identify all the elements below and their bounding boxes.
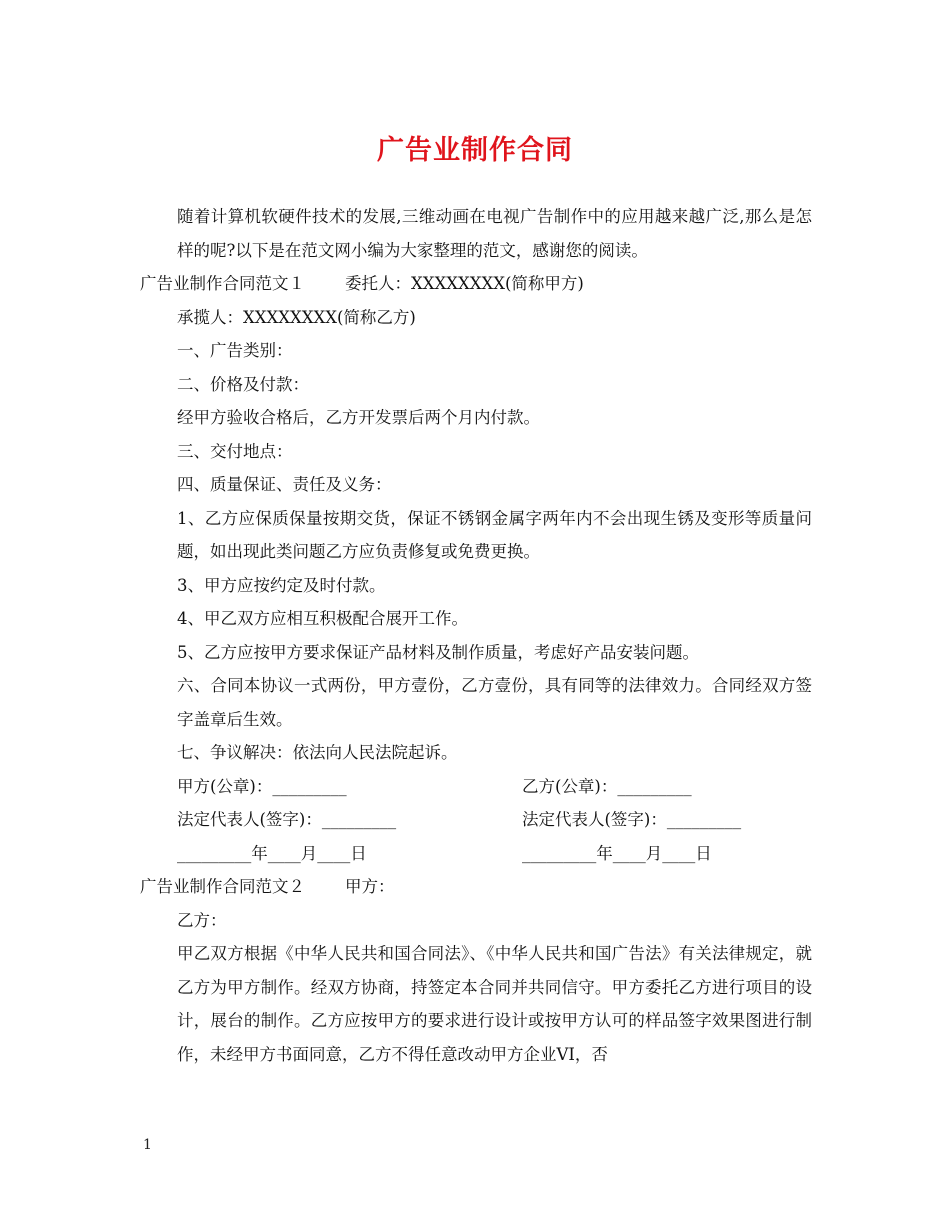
party-a-seal: 甲方(公章)：_________ [177,776,347,796]
party-b-date: _________年____月____日 [522,843,712,863]
item-ad-category: 一、广告类别： [177,341,293,360]
party-a-date: _________年____月____日 [177,843,367,863]
contractor-line: 承揽人：XXXXXXXX(简称乙方) [177,307,416,327]
clause-4: 4、甲乙双方应相互积极配合展开工作。 [177,609,468,628]
principal-line: 委托人：XXXXXXXX(简称甲方) [345,274,584,293]
clause-3: 3、甲方应按约定及时付款。 [177,575,386,595]
sample1-heading-line [140,267,812,301]
clause-5: 5、乙方应按甲方要求保证产品材料及制作质量，考虑好产品安装问题。 [177,642,699,662]
payment-terms: 经甲方验收合格后，乙方开发票后两个月内付款。 [177,408,540,427]
sample2-body: 甲乙双方根据《中华人民共和国合同法》、《中华人民共和国广告法》有关法律规定，就乙方为甲方制作。经双方协商，持签定本合同并共同信守。甲方委托乙方进行项目的设计，展台的制作。乙方应按甲方的要求进行设计或按甲方认可的样品签字效果图进行制作，未经甲方书面同意，乙方不得任意改动甲方企业VI，否 [177,944,812,1064]
page-title: 广告业制作合同 [377,135,573,166]
item-validity: 六、合同本协议一式两份，甲方壹份，乙方壹份，具有同等的法律效力。合同经双方签字盖章后生效。 [177,676,812,729]
intro-paragraph: 随着计算机软硬件技术的发展,三维动画在电视广告制作中的应用越来越广泛,那么是怎样的呢?以下是在范文网小编为大家整理的范文，感谢您的阅读。 [177,207,812,260]
signature-seal-row [140,770,812,804]
item-price-payment: 二、价格及付款： [177,374,309,394]
signature-date-row [140,837,812,871]
sample2-heading: 广告业制作合同范文２ [140,877,305,896]
item-delivery-place: 三、交付地点： [177,441,293,461]
party-b-seal: 乙方(公章)：_________ [522,776,692,796]
clause-1: 1、乙方应保质保量按期交货，保证不锈钢金属字两年内不会出现生锈及变形等质量问题，如出现此类问题乙方应负责修复或免费更换。 [177,508,812,561]
party-a-line: 甲方： [345,877,395,896]
signature-rep-row [140,803,812,837]
party-b-representative: 法定代表人(签字)：_________ [522,810,742,829]
page-number: 1 [143,1137,152,1153]
sample1-heading: 广告业制作合同范文１ [140,274,305,293]
party-a-representative: 法定代表人(签字)：_________ [177,810,397,829]
item-dispute: 七、争议解决：依法向人民法院起诉。 [177,743,458,762]
sample2-heading-line [140,870,812,904]
item-quality-guarantee: 四、质量保证、责任及义务： [177,475,392,494]
party-b-line: 乙方： [177,910,227,930]
document-body [140,200,812,1071]
